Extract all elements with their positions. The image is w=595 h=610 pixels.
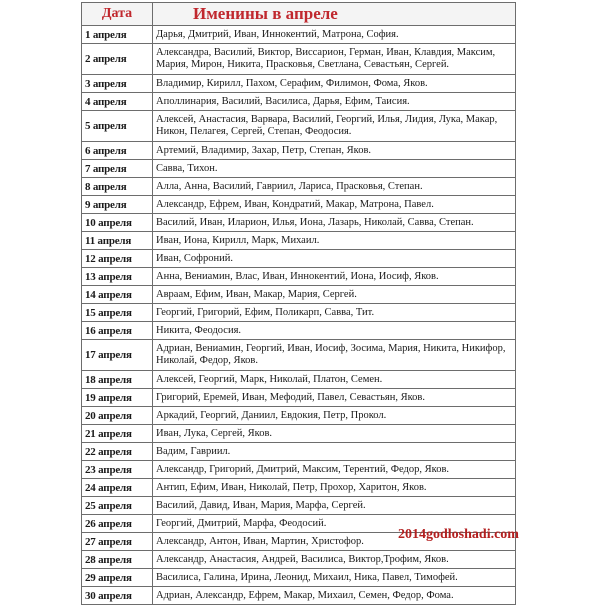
- row-date: 24 апреля: [82, 479, 153, 497]
- table-row: [82, 551, 516, 569]
- table-row: [82, 407, 516, 425]
- row-names: Георгий, Дмитрий, Марфа, Феодосий.: [153, 515, 516, 533]
- row-date: 5 апреля: [82, 111, 153, 142]
- table-row: [82, 214, 516, 232]
- table-row: [82, 75, 516, 93]
- row-names: Аполлинария, Василий, Василиса, Дарья, Ефим, Таисия.: [153, 93, 516, 111]
- table-row: [82, 268, 516, 286]
- name-days-table: [81, 2, 516, 605]
- row-names: Дарья, Дмитрий, Иван, Иннокентий, Матрона, София.: [153, 26, 516, 44]
- row-names: Иван, Софроний.: [153, 250, 516, 268]
- row-names: Анна, Вениамин, Влас, Иван, Иннокентий, Иона, Иосиф, Яков.: [153, 268, 516, 286]
- names-column-header: Именины в апреле: [153, 3, 516, 26]
- row-date: 12 апреля: [82, 250, 153, 268]
- row-date: 20 апреля: [82, 407, 153, 425]
- row-names: Артемий, Владимир, Захар, Петр, Степан, Яков.: [153, 142, 516, 160]
- table-row: [82, 569, 516, 587]
- table-row: [82, 479, 516, 497]
- table-body: [82, 26, 516, 605]
- row-date: 1 апреля: [82, 26, 153, 44]
- table-row: [82, 322, 516, 340]
- row-date: 9 апреля: [82, 196, 153, 214]
- table-row: [82, 286, 516, 304]
- row-date: 4 апреля: [82, 93, 153, 111]
- name-days-table-wrapper: [81, 2, 515, 605]
- row-date: 25 апреля: [82, 497, 153, 515]
- row-date: 30 апреля: [82, 587, 153, 605]
- row-names: Алексей, Анастасия, Варвара, Василий, Георгий, Илья, Лидия, Лука, Макар, Никон, Пелагея, Сергей, Степан, Феодосия.: [153, 111, 516, 142]
- row-names: Антип, Ефим, Иван, Николай, Петр, Прохор, Харитон, Яков.: [153, 479, 516, 497]
- table-row: [82, 26, 516, 44]
- date-column-header: Дата: [82, 3, 153, 26]
- watermark-text: 2014godloshadi.com: [398, 527, 519, 542]
- row-names: Георгий, Григорий, Ефим, Поликарп, Савва, Тит.: [153, 304, 516, 322]
- row-names: Иван, Лука, Сергей, Яков.: [153, 425, 516, 443]
- row-date: 28 апреля: [82, 551, 153, 569]
- row-names: Никита, Феодосия.: [153, 322, 516, 340]
- row-names: Алексей, Георгий, Марк, Николай, Платон, Семен.: [153, 371, 516, 389]
- row-names: Григорий, Еремей, Иван, Мефодий, Павел, Севастьян, Яков.: [153, 389, 516, 407]
- table-row: [82, 461, 516, 479]
- table-row: [82, 196, 516, 214]
- table-row: [82, 587, 516, 605]
- table-row: [82, 232, 516, 250]
- row-names: Василий, Давид, Иван, Мария, Марфа, Сергей.: [153, 497, 516, 515]
- table-row: [82, 44, 516, 75]
- table-row: [82, 178, 516, 196]
- row-date: 2 апреля: [82, 44, 153, 75]
- row-names: Александр, Григорий, Дмитрий, Максим, Терентий, Федор, Яков.: [153, 461, 516, 479]
- row-names: Александр, Антон, Иван, Мартин, Христофор.: [153, 533, 516, 551]
- row-date: 15 апреля: [82, 304, 153, 322]
- table-row: [82, 497, 516, 515]
- row-names: Савва, Тихон.: [153, 160, 516, 178]
- row-date: 21 апреля: [82, 425, 153, 443]
- row-names: Александр, Ефрем, Иван, Кондратий, Макар, Матрона, Павел.: [153, 196, 516, 214]
- row-date: 19 апреля: [82, 389, 153, 407]
- row-date: 13 апреля: [82, 268, 153, 286]
- table-row: [82, 425, 516, 443]
- row-names: Василий, Иван, Иларион, Илья, Иона, Лазарь, Николай, Савва, Степан.: [153, 214, 516, 232]
- row-names: Василиса, Галина, Ирина, Леонид, Михаил, Ника, Павел, Тимофей.: [153, 569, 516, 587]
- row-names: Вадим, Гавриил.: [153, 443, 516, 461]
- row-date: 10 апреля: [82, 214, 153, 232]
- row-date: 8 апреля: [82, 178, 153, 196]
- row-date: 27 апреля: [82, 533, 153, 551]
- row-date: 14 апреля: [82, 286, 153, 304]
- row-date: 26 апреля: [82, 515, 153, 533]
- row-names: Алла, Анна, Василий, Гавриил, Лариса, Прасковья, Степан.: [153, 178, 516, 196]
- table-row: [82, 160, 516, 178]
- table-row: [82, 142, 516, 160]
- row-names: Александра, Василий, Виктор, Виссарион, Герман, Иван, Клавдия, Максим, Мария, Мирон, Никита, Прасковья, Светлана, Севастьян, Сергей.: [153, 44, 516, 75]
- table-header-row: [82, 3, 516, 26]
- table-row: [82, 371, 516, 389]
- row-date: 16 апреля: [82, 322, 153, 340]
- row-names: Владимир, Кирилл, Пахом, Серафим, Филимон, Фома, Яков.: [153, 75, 516, 93]
- row-date: 6 апреля: [82, 142, 153, 160]
- table-row: [82, 93, 516, 111]
- row-names: Авраам, Ефим, Иван, Макар, Мария, Сергей.: [153, 286, 516, 304]
- table-row: [82, 304, 516, 322]
- row-names: Адриан, Вениамин, Георгий, Иван, Иосиф, Зосима, Мария, Никита, Никифор, Николай, Федор, Яков.: [153, 340, 516, 371]
- row-names: Иван, Иона, Кирилл, Марк, Михаил.: [153, 232, 516, 250]
- table-row: [82, 443, 516, 461]
- table-row: [82, 389, 516, 407]
- table-row: [82, 111, 516, 142]
- row-date: 29 апреля: [82, 569, 153, 587]
- row-names: Александр, Анастасия, Андрей, Василиса, Виктор,Трофим, Яков.: [153, 551, 516, 569]
- row-date: 23 апреля: [82, 461, 153, 479]
- row-date: 17 апреля: [82, 340, 153, 371]
- row-date: 7 апреля: [82, 160, 153, 178]
- table-row: [82, 250, 516, 268]
- row-date: 18 апреля: [82, 371, 153, 389]
- table-row: [82, 340, 516, 371]
- row-names: Аркадий, Георгий, Даниил, Евдокия, Петр, Прокол.: [153, 407, 516, 425]
- row-date: 11 апреля: [82, 232, 153, 250]
- row-date: 22 апреля: [82, 443, 153, 461]
- row-date: 3 апреля: [82, 75, 153, 93]
- row-names: Адриан, Александр, Ефрем, Макар, Михаил, Семен, Федор, Фома.: [153, 587, 516, 605]
